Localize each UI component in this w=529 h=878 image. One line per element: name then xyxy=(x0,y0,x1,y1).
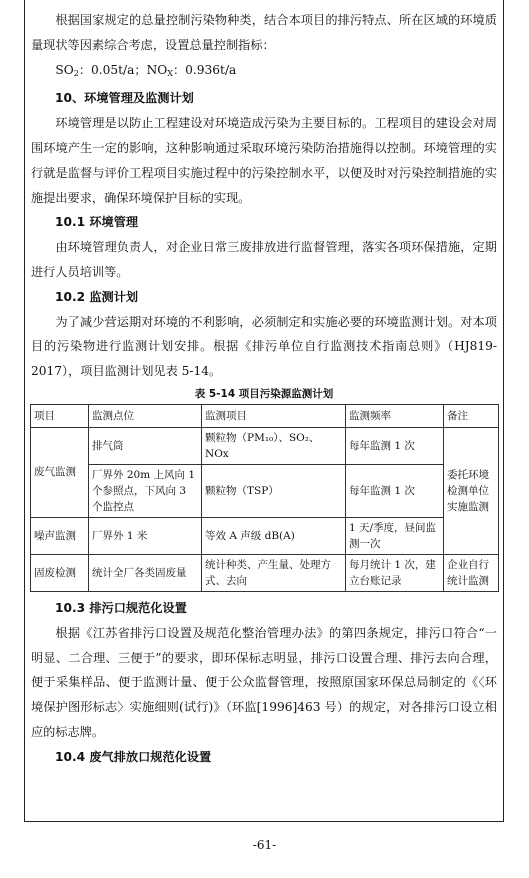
so2-value: ：0.05t/a； xyxy=(78,62,147,77)
paragraph-env-management: 由环境管理负责人，对企业日常三废排放进行监督管理，落实各项环保措施，定期进行人员培训等。 xyxy=(31,240,497,279)
cell-project: 颗粒物（PM₁₀）、SO₂、NOx xyxy=(202,427,346,464)
paragraph-outlet-standardization: 根据《江苏省排污口设置及规范化整治管理办法》的第四条规定，排污口符合“一明显、二合理、三便于”的要求，即环保标志明显，排污口设置合理、排污去向合理，便于采集样品、便于监测计量、便于公众监督管理，按照原国家环保总局制定的《〈环境保护图形标志〉实施细则(试行)》（环监[1996]463 号）的规定，对各排污口设立相应的标志牌。 xyxy=(31,625,497,739)
page-number: -61- xyxy=(252,838,277,852)
cell-frequency: 每年监测 1 次 xyxy=(346,464,444,517)
cell-point: 排气筒 xyxy=(89,427,202,464)
cell-project: 统计种类、产生量、处理方式、去向 xyxy=(202,554,346,591)
table-row xyxy=(31,517,499,554)
cell-point: 统计全厂各类固废量 xyxy=(89,554,202,591)
nox-label: NO xyxy=(146,62,168,77)
paragraph-env-management-intro: 环境管理是以防止工程建设对环境造成污染为主要目标的。工程项目的建设会对周围环境产生一定的影响，这种影响通过采取环境污染防治措施得以控制。环境管理的实行就是监督与评价工程项目实施过程中的污染控制水平，以便及时对污染控制措施的实施提出要求，确保环境保护目标的实现。 xyxy=(31,116,497,205)
cell-note: 企业自行统计监测 xyxy=(444,554,499,591)
paragraph-emission-indicators xyxy=(31,58,497,87)
monitoring-table xyxy=(30,404,499,592)
table-row xyxy=(31,464,499,517)
cell-item: 固废检测 xyxy=(31,554,89,591)
header-note: 备注 xyxy=(444,404,499,427)
header-project: 监测项目 xyxy=(202,404,346,427)
heading-10: 10、环境管理及监测计划 xyxy=(55,91,194,106)
cell-point: 厂界外 1 米 xyxy=(89,517,202,554)
cell-item: 噪声监测 xyxy=(31,517,89,554)
header-frequency: 监测频率 xyxy=(346,404,444,427)
cell-frequency: 每月统计 1 次，建立台账记录 xyxy=(346,554,444,591)
cell-frequency: 1 天/季度，昼间监测一次 xyxy=(346,517,444,554)
paragraph-total-control: 根据国家规定的总量控制污染物种类，结合本项目的排污特点、所在区域的环境质量现状等因素综合考虑，设置总量控制指标： xyxy=(31,13,497,52)
nox-value: ：0.936t/a xyxy=(172,62,237,77)
heading-10-4: 10.4 废气排放口规范化设置 xyxy=(55,749,212,764)
so2-label: SO xyxy=(55,62,74,77)
header-item: 项目 xyxy=(31,404,89,427)
cell-project: 等效 A 声级 dB(A) xyxy=(202,517,346,554)
cell-point: 厂界外 20m 上风向 1 个参照点，下风向 3 个监控点 xyxy=(89,464,202,517)
heading-10-1: 10.1 环境管理 xyxy=(55,215,139,230)
table-caption: 表 5-14 项目污染源监测计划 xyxy=(194,387,334,400)
cell-project: 颗粒物（TSP） xyxy=(202,464,346,517)
nox-subscript: X xyxy=(167,68,173,78)
table-row xyxy=(31,554,499,591)
table-row xyxy=(31,427,499,464)
cell-frequency: 每年监测 1 次 xyxy=(346,427,444,464)
so2-subscript: 2 xyxy=(73,68,79,78)
heading-10-3: 10.3 排污口规范化设置 xyxy=(55,600,187,615)
header-point: 监测点位 xyxy=(89,404,202,427)
paragraph-monitoring-plan: 为了减少营运期对环境的不利影响，必须制定和实施必要的环境监测计划。对本项目的污染物进行监测计划安排。根据《排污单位自行监测技术指南总则》（HJ819-2017），项目监测计划见表 5-14。 xyxy=(31,314,497,379)
table-header-row xyxy=(31,404,499,427)
document-body xyxy=(31,8,497,770)
cell-note: 委托环境检测单位实施监测 xyxy=(444,427,499,554)
cell-item: 废气监测 xyxy=(31,427,89,517)
heading-10-2: 10.2 监测计划 xyxy=(55,289,139,304)
